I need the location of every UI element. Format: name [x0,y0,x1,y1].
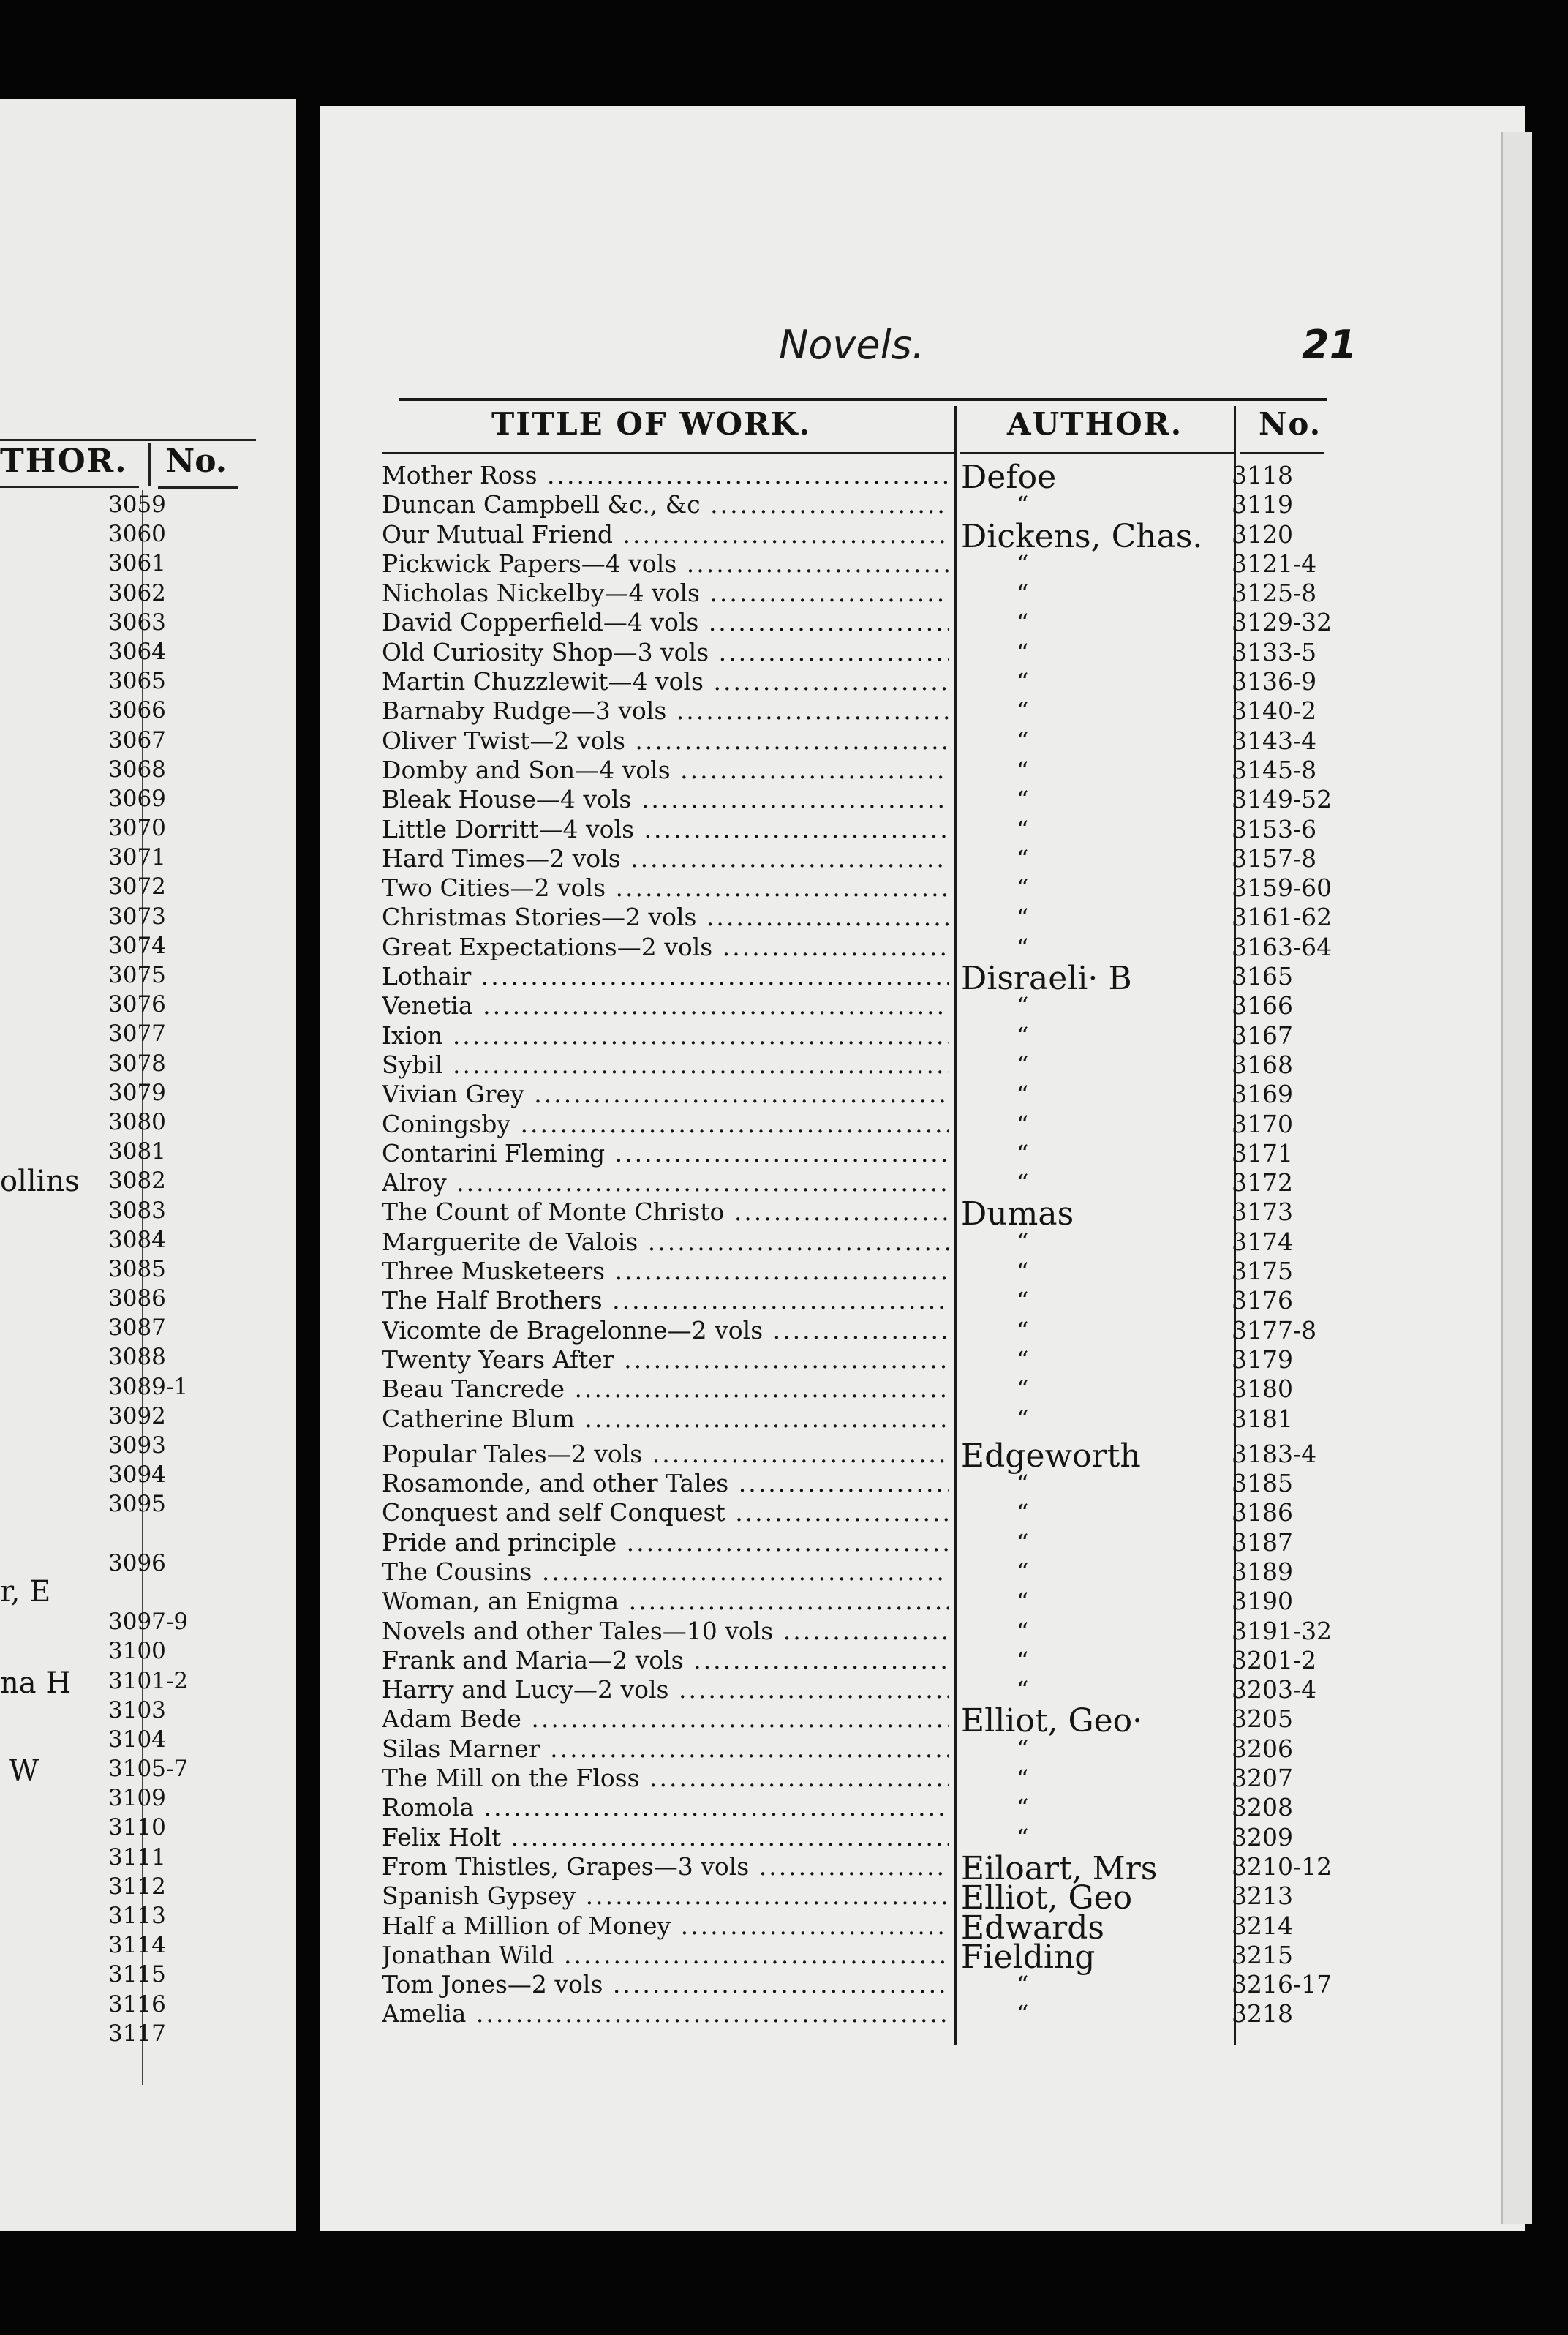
left-author-fragment: na H [0,1666,72,1700]
left-entry-number [108,1519,188,1549]
work-author: “ [1017,726,1029,755]
work-title: Romola ..... [382,1793,949,1822]
work-author: “ [1017,1646,1029,1674]
work-number: 3133-5 [1232,637,1317,666]
work-author: “ [1017,549,1029,578]
work-number: 3189 [1232,1557,1293,1586]
left-entry-number: 3071 [108,844,166,871]
left-entry-number: 3086 [108,1285,166,1312]
left-entry-number: 3080 [108,1108,166,1135]
work-author: “ [1017,1169,1029,1197]
work-number: 3185 [1232,1469,1293,1498]
work-title: Catherine Blum ..... [382,1405,949,1434]
work-author: “ [1017,1257,1029,1286]
work-author: Edwards [961,1909,1104,1947]
work-title: Spanish Gypsey ..... [382,1881,949,1911]
column-header-number: No. [1259,406,1322,442]
work-author: “ [1017,933,1029,961]
work-author: “ [1017,1375,1029,1404]
work-title: Domby and Son—4 vols ..... [382,756,949,785]
work-title: Barnaby Rudge—3 vols ..... [382,696,949,726]
work-title: Mother Ross ..... [382,461,949,490]
work-number: 3187 [1232,1527,1293,1557]
work-title: Half a Million of Money ..... [382,1911,949,1941]
left-column-divider [148,443,151,486]
work-author: “ [1017,815,1029,843]
work-number: 3183-4 [1232,1439,1317,1468]
work-number: 3120 [1232,519,1293,549]
left-entry-number: 3065 [108,668,166,695]
work-title: Beau Tancrede ..... [382,1375,949,1404]
work-number: 3174 [1232,1227,1293,1256]
work-title: Three Musketeers ..... [382,1257,949,1286]
work-number: 3201-2 [1232,1645,1317,1674]
work-title: Lothair ..... [382,962,949,991]
left-entry-number: 3075 [108,962,166,988]
work-author: “ [1017,491,1029,519]
work-author: Elliot, Geo [961,1879,1133,1917]
work-author: “ [1017,1021,1029,1050]
work-author: “ [1017,2000,1029,2028]
work-title: Woman, an Enigma ..... [382,1587,949,1616]
left-entry-number: 3117 [108,2020,166,2047]
work-number: 3143-4 [1232,726,1317,755]
left-entry-number: 3070 [108,815,166,842]
work-author: “ [1017,1316,1029,1345]
work-author: “ [1017,1227,1029,1256]
previous-page [0,99,296,2231]
work-author: “ [1017,1110,1029,1138]
work-title: Twenty Years After ..... [382,1345,949,1375]
left-entry-number: 3093 [108,1432,166,1459]
left-entry-number: 3105-7 [108,1756,189,1783]
work-author: “ [1017,1823,1029,1851]
left-entry-number: 3096 [108,1549,166,1576]
work-number: 3209 [1232,1822,1293,1851]
left-entry-number: 3069 [108,785,166,812]
work-title: Sybil ..... [382,1050,949,1080]
left-entry-number: 3078 [108,1050,166,1077]
work-title: Christmas Stories—2 vols ..... [382,903,949,932]
page-edge [1501,132,1532,2224]
left-entry-number: 3060 [108,521,166,548]
work-number: 3163-64 [1232,932,1333,961]
work-title: Harry and Lucy—2 vols ..... [382,1675,949,1704]
work-author: “ [1017,1557,1029,1586]
left-entry-number: 3068 [108,756,166,783]
left-entry-number: 3089-1 [108,1373,189,1400]
left-entry-number: 3076 [108,991,166,1018]
left-entry-number: 3067 [108,726,166,753]
work-number: 3181 [1232,1404,1293,1433]
left-entry-number: 3113 [108,1903,166,1929]
work-number: 3205 [1232,1704,1293,1734]
work-number: 3157-8 [1232,843,1317,873]
left-entry-number: 3077 [108,1020,166,1048]
left-number-column [108,490,188,2048]
work-author: Dickens, Chas. [961,517,1203,555]
work-author: “ [1017,1287,1029,1315]
work-number: 3218 [1232,1999,1293,2028]
work-title: Tom Jones—2 vols ..... [382,1970,949,1999]
work-author: Eiloart, Mrs [961,1849,1158,1887]
work-title: Pride and principle ..... [382,1528,949,1557]
work-title: Pickwick Papers—4 vols ..... [382,549,949,579]
work-author: “ [1017,638,1029,666]
work-number: 3136-9 [1232,667,1317,696]
work-title: Felix Holt ..... [382,1823,949,1852]
left-entry-number: 3063 [108,609,166,636]
work-author: “ [1017,1734,1029,1763]
left-entry-number: 3110 [108,1814,166,1841]
work-title: Popular Tales—2 vols ..... [382,1440,949,1469]
work-title: The Count of Monte Christo ..... [382,1197,949,1227]
left-entry-number: 3087 [108,1315,166,1342]
header-bottom-rule-author [960,452,1234,454]
work-author: “ [1017,1971,1029,1999]
left-entry-number: 3073 [108,903,166,930]
work-title: The Cousins ..... [382,1557,949,1587]
left-entry-number: 3085 [108,1255,166,1282]
work-title: Great Expectations—2 vols ..... [382,933,949,962]
work-author: Defoe [961,459,1057,496]
work-number: 3175 [1232,1257,1293,1286]
title-author-divider [954,406,957,2045]
work-title: The Mill on the Floss ..... [382,1764,949,1793]
left-entry-number: 3082 [108,1168,166,1195]
left-entry-number: 3061 [108,550,166,577]
work-number: 3159-60 [1232,873,1333,903]
work-author: “ [1017,874,1029,903]
work-author: Edgeworth [961,1437,1141,1475]
left-header-rule-no [158,486,238,489]
work-number: 3190 [1232,1587,1293,1616]
left-author-fragment: W [9,1754,39,1788]
header-bottom-rule-title [382,452,954,454]
work-author: “ [1017,697,1029,726]
work-number: 3172 [1232,1168,1293,1197]
work-number: 3207 [1232,1764,1293,1793]
work-author: Fielding [961,1938,1096,1976]
left-entry-number: 3100 [108,1638,166,1665]
work-title: Contarini Fleming ..... [382,1139,949,1168]
work-number: 3208 [1232,1793,1293,1822]
left-entry-number: 3114 [108,1932,166,1959]
work-number: 3161-62 [1232,903,1333,932]
work-number: 3121-4 [1232,549,1317,578]
left-entry-number: 3092 [108,1402,166,1429]
left-entry-number: 3081 [108,1138,166,1165]
work-number: 3125-8 [1232,579,1317,608]
work-author: “ [1017,903,1029,932]
work-number: 3216-17 [1232,1970,1333,1999]
column-header-author: AUTHOR. [1007,406,1183,442]
work-title: Vivian Grey ..... [382,1080,949,1109]
left-entry-number [108,1578,188,1607]
work-author: “ [1017,1528,1029,1557]
left-entry-number: 3088 [108,1344,166,1371]
work-title: From Thistles, Grapes—3 vols ..... [382,1852,949,1881]
work-number: 3166 [1232,991,1293,1020]
left-author-fragment: r, E [0,1575,51,1609]
work-title: Our Mutual Friend ..... [382,520,949,549]
left-entry-number: 3116 [108,1990,166,2018]
work-number: 3210-12 [1232,1851,1333,1881]
work-author: “ [1017,609,1029,637]
left-entry-number: 3112 [108,1873,166,1900]
work-title: Silas Marner ..... [382,1734,949,1764]
work-title: Nicholas Nickelby—4 vols ..... [382,579,949,608]
work-number: 3180 [1232,1375,1293,1404]
work-author: Dumas [961,1195,1074,1233]
header-top-rule [399,398,1327,401]
work-title: Jonathan Wild ..... [382,1941,949,1970]
work-number: 3145-8 [1232,755,1317,784]
left-entry-number: 3101-2 [108,1667,189,1694]
work-author: “ [1017,992,1029,1020]
left-entry-number: 3095 [108,1491,166,1518]
work-author: “ [1017,1080,1029,1109]
work-title: The Half Brothers ..... [382,1286,949,1315]
work-number: 3119 [1232,490,1293,519]
work-author: “ [1017,1676,1029,1704]
work-number: 3215 [1232,1940,1293,1969]
work-title: Alroy ..... [382,1168,949,1197]
work-number: 3173 [1232,1197,1293,1227]
work-number: 3153-6 [1232,814,1317,843]
work-author: “ [1017,668,1029,696]
work-title: Marguerite de Valois ..... [382,1227,949,1257]
left-entry-number: 3104 [108,1726,166,1753]
work-author: “ [1017,579,1029,608]
left-entry-number: 3066 [108,697,166,724]
work-number: 3167 [1232,1020,1293,1050]
left-entry-number: 3074 [108,932,166,959]
work-author: “ [1017,1405,1029,1433]
work-number: 3177-8 [1232,1315,1317,1345]
left-header-author: THOR. [0,443,128,480]
left-entry-number: 3084 [108,1226,166,1253]
work-number: 3214 [1232,1911,1293,1940]
work-author: Elliot, Geo· [961,1702,1143,1740]
work-title: Adam Bede ..... [382,1704,949,1734]
work-title: Martin Chuzzlewit—4 vols ..... [382,667,949,696]
work-title: Little Dorritt—4 vols ..... [382,815,949,844]
work-number: 3213 [1232,1881,1293,1911]
column-header-title: TITLE OF WORK. [491,406,812,442]
work-number: 3165 [1232,962,1293,991]
work-author: Disraeli· B [961,960,1132,998]
left-header-top-rule [0,439,256,441]
page-number: 21 [1302,322,1357,368]
work-author: “ [1017,1617,1029,1645]
work-title: David Copperfield—4 vols ..... [382,608,949,637]
work-number: 3118 [1232,461,1293,489]
work-title: Vicomte de Bragelonne—2 vols ..... [382,1316,949,1345]
work-author: “ [1017,1587,1029,1616]
section-title: Novels. [779,322,924,368]
work-number: 3206 [1232,1734,1293,1763]
work-title: Venetia ..... [382,991,949,1020]
work-author: “ [1017,1794,1029,1822]
work-title: Old Curiosity Shop—3 vols ..... [382,638,949,667]
work-title: Ixion ..... [382,1021,949,1050]
work-number: 3149-52 [1232,785,1333,814]
work-number: 3129-32 [1232,608,1333,637]
work-number: 3169 [1232,1080,1293,1109]
work-number: 3186 [1232,1498,1293,1527]
work-author: “ [1017,1139,1029,1168]
work-number: 3140-2 [1232,696,1317,726]
work-title: Amelia ..... [382,1999,949,2028]
left-entry-number: 3103 [108,1696,166,1723]
left-entry-number: 3094 [108,1462,166,1489]
left-header-rule [0,486,139,488]
work-title: Coningsby ..... [382,1110,949,1139]
work-author: “ [1017,1499,1029,1527]
work-title: Novels and other Tales—10 vols ..... [382,1617,949,1646]
work-author: “ [1017,844,1029,873]
left-header-number: No. [165,443,227,480]
work-author: “ [1017,1764,1029,1793]
left-entry-number: 3083 [108,1197,166,1224]
left-entry-number: 3097-9 [108,1609,189,1636]
work-number: 3170 [1232,1109,1293,1138]
work-author: “ [1017,1470,1029,1498]
work-title: Conquest and self Conquest ..... [382,1498,949,1527]
work-number: 3171 [1232,1138,1293,1168]
left-entry-number: 3064 [108,638,166,665]
work-title: Bleak House—4 vols ..... [382,785,949,814]
work-title: Rosamonde, and other Tales ..... [382,1469,949,1498]
left-entry-number: 3115 [108,1961,166,1988]
work-author: “ [1017,1050,1029,1079]
left-entry-number: 3109 [108,1785,166,1812]
work-title: Frank and Maria—2 vols ..... [382,1646,949,1675]
work-number: 3176 [1232,1286,1293,1315]
left-entry-number: 3072 [108,873,166,900]
work-title: Hard Times—2 vols ..... [382,844,949,873]
work-author: “ [1017,756,1029,784]
work-title: Oliver Twist—2 vols ..... [382,726,949,756]
work-number: 3191-32 [1232,1616,1333,1645]
work-author: “ [1017,786,1029,814]
work-number: 3168 [1232,1050,1293,1079]
left-entry-number: 3079 [108,1079,166,1106]
left-entry-number: 3111 [108,1843,166,1870]
work-title: Two Cities—2 vols ..... [382,873,949,903]
work-author: “ [1017,1345,1029,1374]
work-number: 3203-4 [1232,1675,1317,1704]
work-number: 3179 [1232,1345,1293,1374]
left-author-fragment: ollins [0,1165,80,1198]
left-entry-number: 3062 [108,579,166,606]
work-title: Duncan Campbell &c., &c ..... [382,490,949,519]
left-entry-number: 3059 [108,492,166,518]
header-bottom-rule-number [1240,452,1324,454]
